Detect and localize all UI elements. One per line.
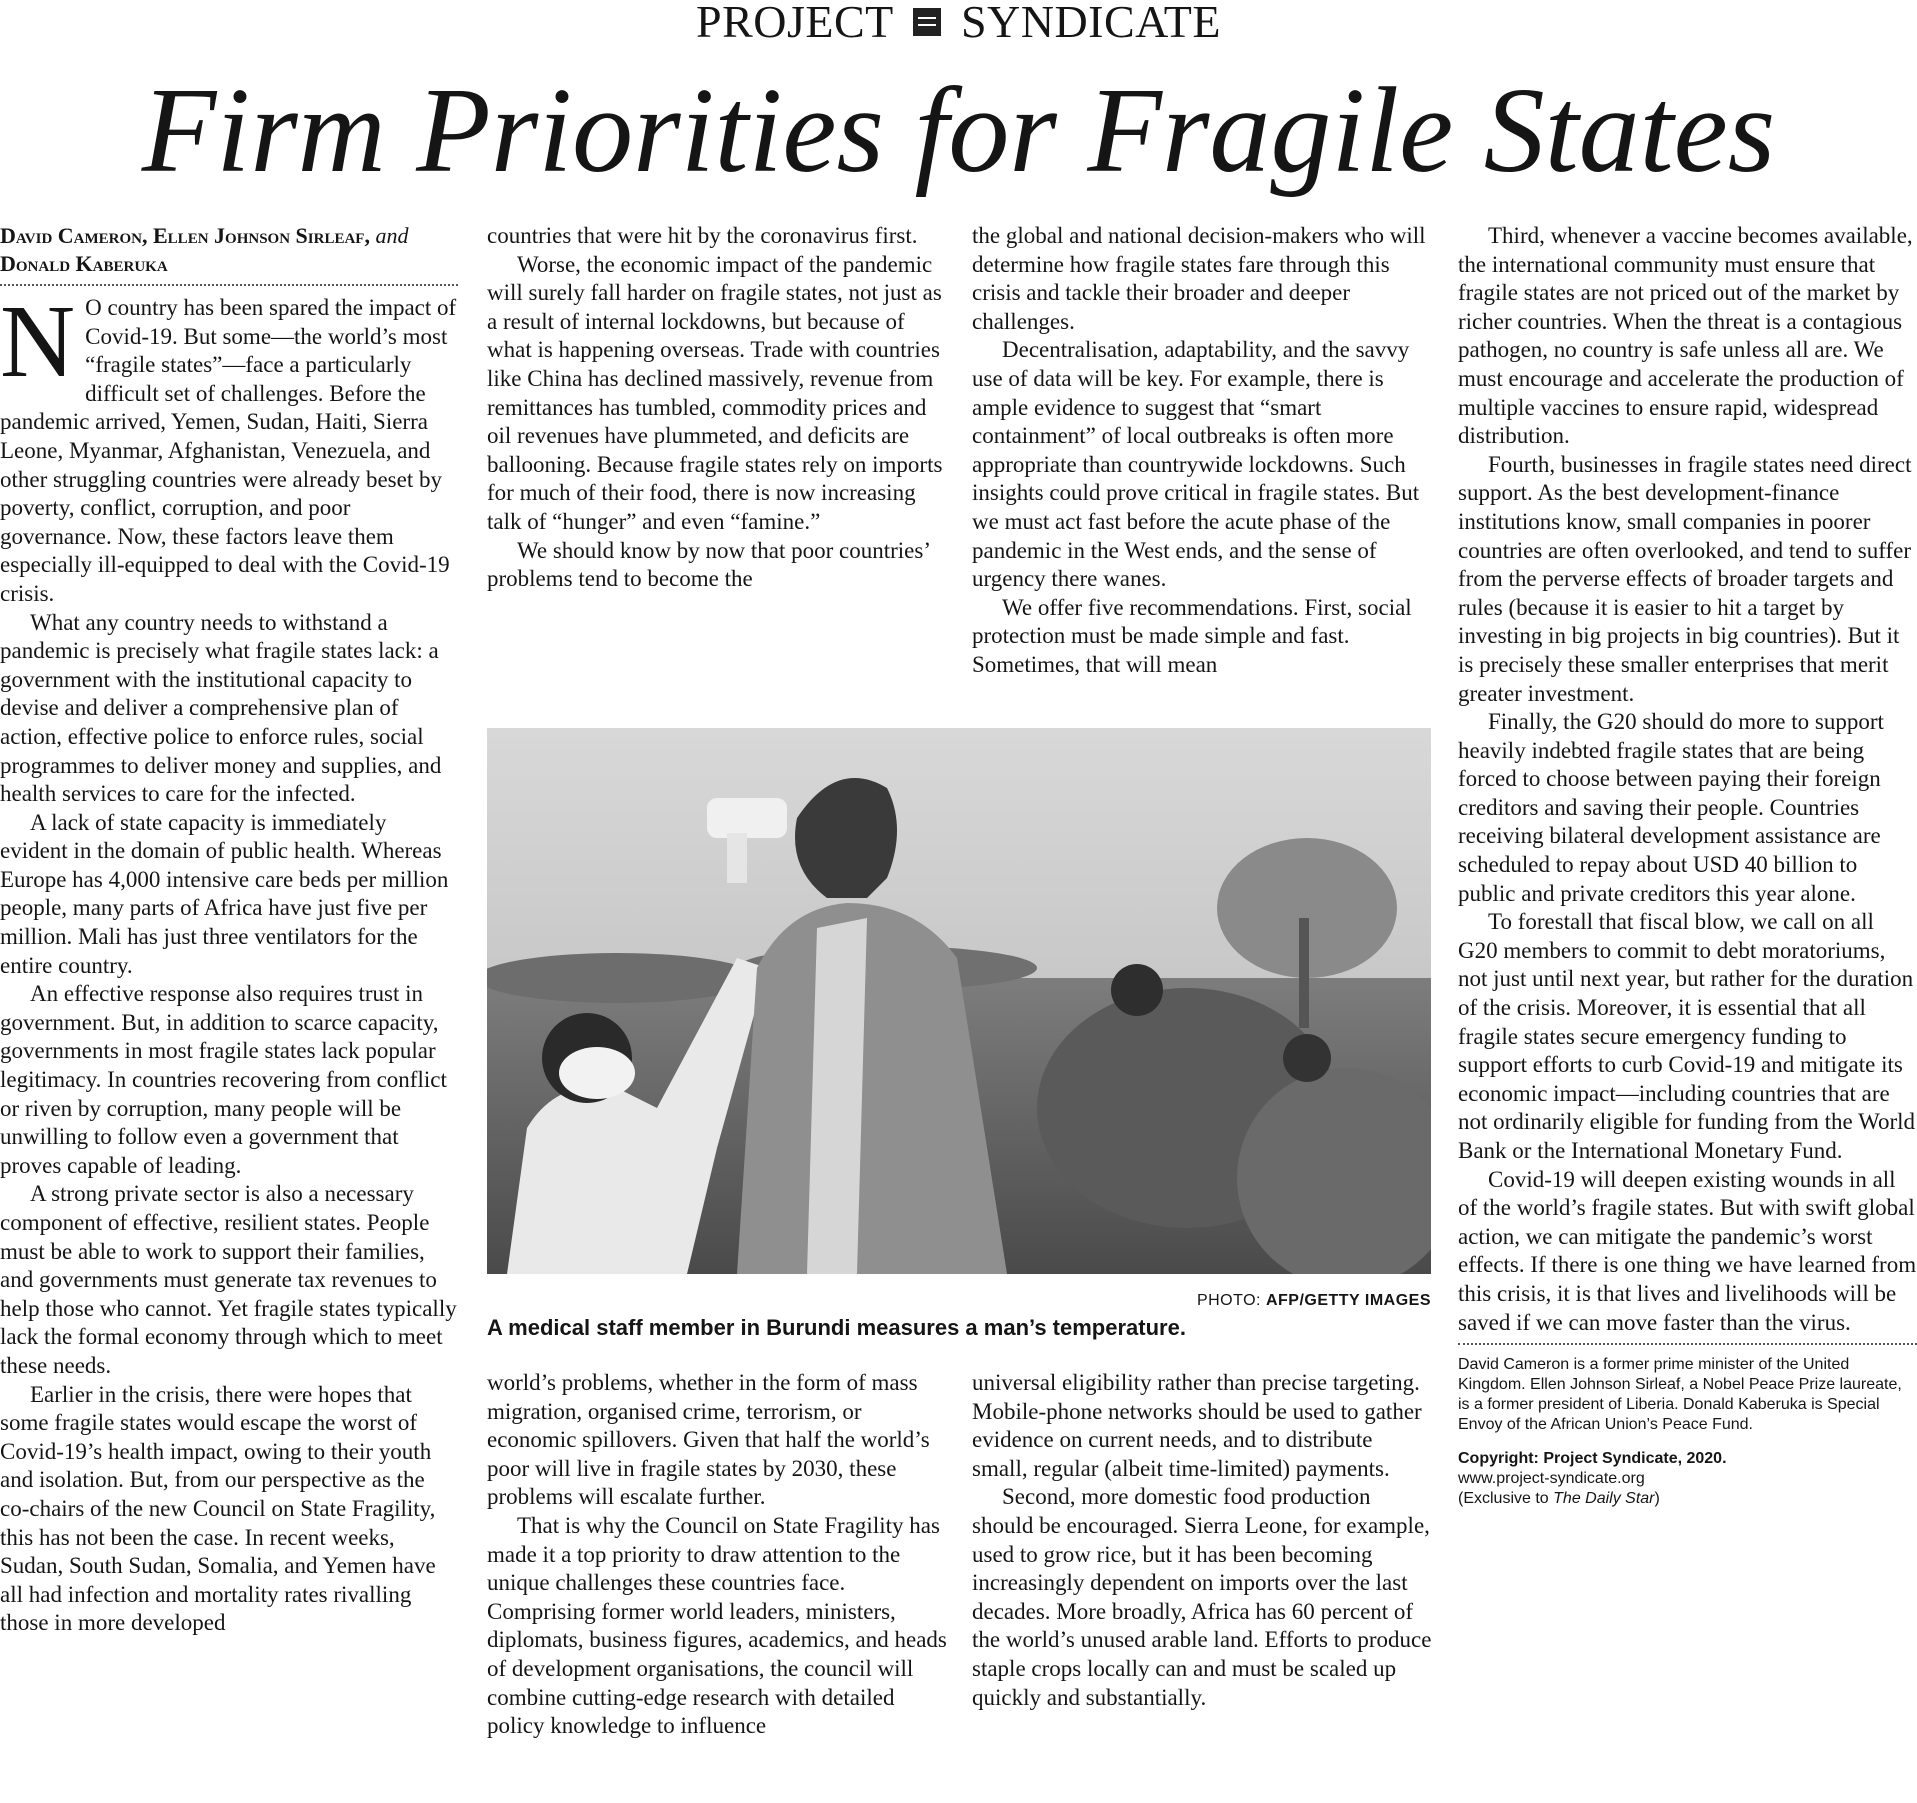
paragraph: countries that were hit by the coronavirus first.	[487, 223, 918, 248]
byline-names-2: Donald Kaberuka	[0, 251, 168, 276]
website-link[interactable]: www.project-syndicate.org	[1458, 1470, 1645, 1488]
masthead	[0, 0, 1917, 47]
paragraph: Worse, the economic impact of the pandemic will surely fall harder on fragile states, not just as a result of internal lockdowns, but because of what is happening overseas. Trade with countries like China has declined massively, revenue from remittances has tumbled, commodity prices and oil revenues have plummeted, and deficits are ballooning. Because fragile states rely on imports for much of their food, there is now increasing talk of “hunger” and even “famine.”	[487, 251, 943, 534]
paragraph: Decentralisation, adaptability, and the savvy use of data will be key. For example, there is ample evidence to suggest that “smart containment” of local outbreaks is often more appropriate than countrywide lockdowns. Such insights could prove critical in fragile states. But we must act fast before the acute phase of the pandemic in the West ends, and the sense of urgency there wanes.	[972, 337, 1420, 592]
masthead-syndicate: SYNDICATE	[960, 0, 1221, 47]
drop-cap: N	[0, 284, 76, 399]
photo-image	[487, 728, 1431, 1274]
paragraph: Fourth, businesses in fragile states need direct support. As the best development-finance institutions know, small companies in poorer countries are often overlooked, and tend to suffer from the perverse effects of broader targets and rules (because it is easier to hit a target by investing in big projects in big countries). But it is precisely these smaller enterprises that merit greater investment.	[1458, 451, 1912, 706]
paragraph: To forestall that fiscal blow, we call on all G20 members to commit to debt moratoriums, not just until next year, but rather for the duration of the crisis. Moreover, it is essential that all fragile states secure emergency funding to support efforts to curb Covid-19 and mitigate its economic impact—including countries that are not ordinarily eligible for funding from the World Bank or the International Monetary Fund.	[1458, 909, 1915, 1163]
paragraph: That is why the Council on State Fragility has made it a top priority to draw attention to the unique challenges these countries face. Comprising former world leaders, ministers, diplomats, business figures, academics, and heads of development organisations, the council will combine cutting-edge research with detailed policy knowledge to influence	[487, 1512, 947, 1739]
paragraph: Earlier in the crisis, there were hopes that some fragile states would escape the worst of Covid-19’s health impact, owing to their youth and isolation. But, from our perspective as the co-chairs of the new Council on State Fragility, this has not been the case. In recent weeks, Sudan, South Sudan, Somalia, and Yemen have all had infection and mortality rates rivalling those in more developed	[0, 1381, 436, 1636]
article-column-2-top	[487, 222, 947, 594]
article-column-4	[1458, 222, 1917, 1509]
article-column-3-top	[972, 222, 1432, 680]
article-column-2-bottom	[487, 1369, 947, 1741]
photo-caption: A medical staff member in Burundi measures a man’s temperature.	[487, 1315, 1186, 1340]
exclusive-note	[1458, 1489, 1917, 1509]
exclusive-prefix: (Exclusive to	[1458, 1490, 1554, 1508]
photo-credit	[487, 1292, 1431, 1310]
paragraph: Finally, the G20 should do more to support heavily indebted fragile states that are being forced to choose between paying their foreign creditors and saving their people. Countries receiving bilateral development assistance are scheduled to repay about USD 40 billion to public and private creditors this year alone.	[1458, 709, 1884, 906]
project-syndicate-logo-icon	[913, 8, 941, 36]
article-column-1	[0, 222, 458, 1638]
masthead-project: PROJECT	[696, 0, 893, 47]
paragraph: the global and national decision-makers who will determine how fragile states fare through this crisis and tackle their broader and deeper challenges.	[972, 223, 1426, 334]
paragraph: Covid-19 will deepen existing wounds in all of the world’s fragile states. But with swift global action, we can mitigate the pandemic’s worst effects. If there is one thing we have learned from this crisis, it is that lives and livelihoods will be saved if we can move faster than the virus.	[1458, 1166, 1917, 1335]
paragraph: A lack of state capacity is immediately evident in the domain of public health. Whereas Europe has 4,000 intensive care beds per million people, many parts of Africa have just five per million. Mali has just three ventilators for the entire country.	[0, 809, 449, 978]
article-headline: Firm Priorities for Fragile States	[141, 63, 1776, 198]
photo-credit-source: AFP/GETTY IMAGES	[1265, 1292, 1431, 1309]
paragraph: Second, more domestic food production should be encouraged. Sierra Leone, for example, used to grow rice, but it has been becoming increasingly dependent on imports over the last decades. More broadly, Africa has 60 percent of the world’s unused arable land. Efforts to produce staple crops locally can and must be scaled up quickly and substantially.	[972, 1484, 1432, 1710]
byline-names: David Cameron, Ellen Johnson Sirleaf,	[0, 223, 376, 248]
paragraph: An effective response also requires trust in government. But, in addition to scarce capacity, governments in most fragile states lack popular legitimacy. In countries recovering from conflict or riven by corruption, many people will be unwilling to follow even a government that proves capable of leading.	[0, 981, 447, 1178]
paragraph: We offer five recommendations. First, social protection must be made simple and fast. Sometimes, that will mean	[972, 594, 1412, 677]
divider	[1458, 1343, 1917, 1345]
exclusive-suffix: )	[1654, 1490, 1660, 1508]
article-column-3-bottom	[972, 1369, 1432, 1712]
paragraph: universal eligibility rather than precise targeting. Mobile-phone networks should be used to gather evidence on current needs, and to distribute small, regular (albeit time-limited) payments.	[972, 1370, 1422, 1481]
paragraph: We should know by now that poor countries’ problems tend to become the	[487, 537, 930, 592]
article-photo	[487, 728, 1431, 1274]
paragraph: What any country needs to withstand a pandemic is precisely what fragile states lack: a government with the institutional capacity to devise and deliver a comprehensive plan of action, effective police to enforce rules, social programmes to deliver money and supplies, and health services to care for the infected.	[0, 609, 442, 807]
author-bio	[1458, 1355, 1917, 1509]
byline	[0, 222, 458, 286]
exclusive-paper: The Daily Star	[1553, 1490, 1655, 1508]
paragraph	[0, 284, 458, 609]
bio-text: David Cameron is a former prime minister of the United Kingdom. Ellen Johnson Sirleaf, a Nobel Peace Prize laureate, is a former president of Liberia. Donald Kaberuka is Special Envoy of the African Union’s Peace Fund.	[1458, 1356, 1902, 1434]
byline-and: and	[375, 223, 409, 248]
paragraph-text: O country has been spared the impact of Covid-19. But some—the world’s most “fragile states”—face a particularly difficult set of challenges. Before the pandemic arrived, Yemen, Sudan, Haiti, Sierra Leone, Myanmar, Afghanistan, Venezuela, and other struggling countries were already beset by poverty, conflict, corruption, and poor governance. Now, these factors leave them especially ill-equipped to deal with the Covid-19 crisis.	[0, 295, 457, 606]
photo-credit-label: PHOTO:	[1196, 1292, 1266, 1309]
paragraph: A strong private sector is also a necessary component of effective, resilient states. People must be able to work to support their families, and governments must generate tax revenues to help those who cannot. Yet fragile states typically lack the formal economy through which to meet these needs.	[0, 1181, 457, 1378]
paragraph: Third, whenever a vaccine becomes available, the international community must ensure that fragile states are not priced out of the market by richer countries. When the threat is a contagious pathogen, no country is safe unless all are. We must encourage and accelerate the production of multiple vaccines to ensure rapid, widespread distribution.	[1458, 223, 1913, 449]
paragraph: world’s problems, whether in the form of mass migration, organised crime, terrorism, or economic spillovers. Given that half the world’s poor will live in fragile states by 2030, these problems will escalate further.	[487, 1370, 930, 1510]
copyright: Copyright: Project Syndicate, 2020.	[1458, 1450, 1727, 1468]
